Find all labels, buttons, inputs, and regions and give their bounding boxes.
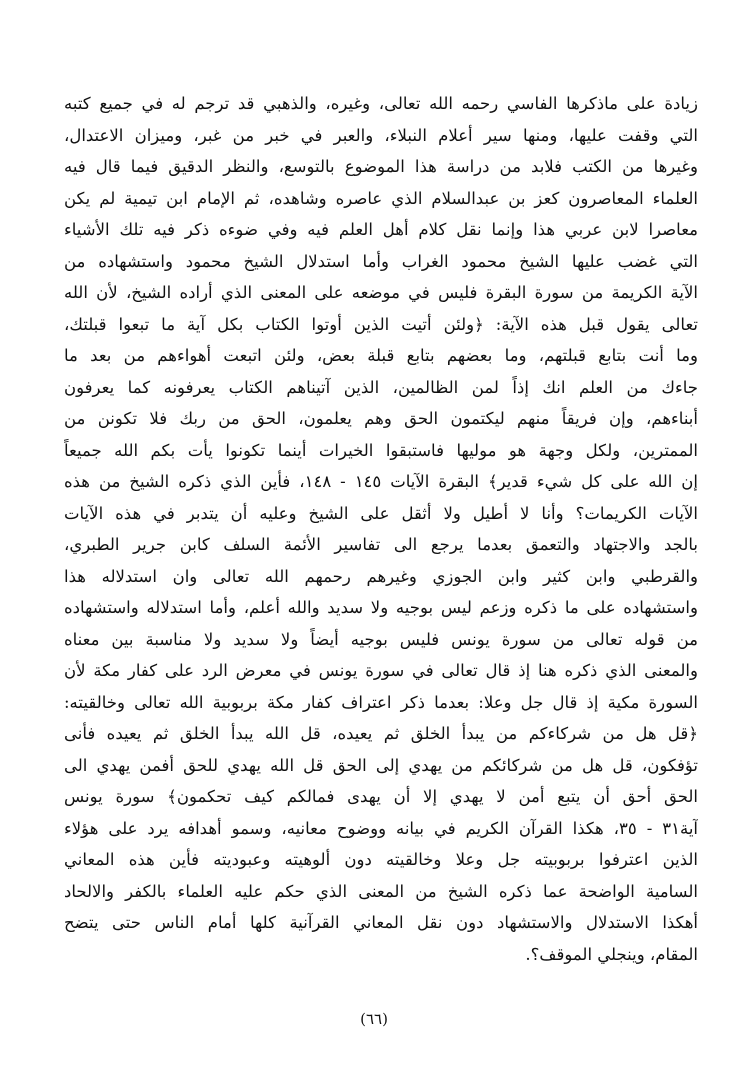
text-line: بالجد والاجتهاد والتعمق بعدما يرجع الى تفاسير الأئمة السلف كابن جرير الطبري، [64, 535, 698, 554]
text-line: أهكذا الاستدلال والاستشهاد دون نقل المعاني القرآنية كلها أمام الناس حتى يتضح [64, 913, 698, 932]
text-line: السورة مكية إذ قال جل وعلا: بعدما ذكر اعتراف كفار مكة بربوبية الله تعالى وخالقيته: [64, 692, 698, 712]
page-body [64, 88, 698, 988]
text-line: واستشهاده على ما ذكره وزعم ليس بوجيه ولا سديد والله أعلم، وأما استدلاله واستشهاده [64, 598, 698, 617]
text-line: الممترين، ولكل وجهة هو موليها فاستبقوا الخيرات أينما تكونوا يأت بكم الله جميعاً [64, 440, 698, 460]
text-line: التي وقفت عليها، ومنها سير أعلام النبلاء، والعبر في خبر من غبر، وميزان الاعتدال، [64, 125, 698, 145]
text-line: تعالى يقول قبل هذه الآية: ﴿ولئن أتيت الذين أوتوا الكتاب بكل آية ما تبعوا قبلتك، [64, 314, 698, 334]
text-line: التي غضب عليها الشيخ محمود الغراب وأما استدلال الشيخ محمود واستشهاده من [64, 251, 698, 271]
page-number: (٦٦) [360, 1010, 388, 1028]
text-line: الآيات الكريمات؟ وأنا لا أطيل ولا أثقل على الشيخ وعليه أن يتدبر في هذه الآيات [64, 503, 698, 523]
text-line: ﴿قل هل من شركاءكم من يبدأ الخلق ثم يعيده، قل الله يبدأ الخلق ثم يعيده فأنى [64, 724, 698, 743]
text-line: السامية الواضحة عما ذكره الشيخ من المعنى الذي حكم عليه العلماء بالكفر والالحاد [64, 881, 698, 901]
text-line: من قوله تعالى من سورة يونس فليس بوجيه أيضاً ولا سديد ولا مناسبة بين معناه [64, 629, 698, 649]
text-line: المقام، وينجلي الموقف؟. [525, 944, 698, 964]
text-line: الآية الكريمة من سورة البقرة فليس في موضعه على المعنى الذي أراده الشيخ، لأن الله [64, 283, 698, 302]
text-line: العلماء المعاصرون كعز بن عبدالسلام الذي عاصره وشاهده، ثم الإمام ابن تيمية لم يكن [64, 188, 698, 208]
text-line: والمعنى الذي ذكره هنا إذ قال تعالى في سورة يونس في معرض الرد على كفار مكة لأن [64, 661, 698, 680]
text-line: وما أنت بتابع قبلتهم، وما بعضهم بتابع قبلة بعض، ولئن اتبعت أهواءهم من بعد ما [64, 346, 698, 365]
text-line: أبناءهم، وإن فريقاً منهم ليكتمون الحق وهم يعلمون، الحق من ربك فلا تكونن من [64, 409, 698, 428]
text-line: جاءك من العلم انك إذاً لمن الظالمين، الذين آتيناهم الكتاب يعرفونه كما يعرفون [64, 377, 698, 397]
text-line: الحق أحق أن يتبع أمن لا يهدي إلا أن يهدى فمالكم كيف تحكمون﴾ سورة يونس [64, 787, 698, 806]
text-line: معاصرا لابن عربي هذا وإنما نقل كلام أهل العلم فيه وفي ضوءه ذكر فيه تلك الأشياء [64, 220, 698, 239]
text-line: زيادة على ماذكرها الفاسي رحمه الله تعالى، وغيره، والذهبي قد ترجم له في جميع كتبه [64, 94, 698, 113]
text-line: والقرطبي وابن كثير وابن الجوزي وغيرهم رحمهم الله تعالى وان استدلاله هذا [64, 566, 698, 586]
text-line: الذين اعترفوا بربوبيته جل وعلا وخالقيته دون ألوهيته وعبوديته فأين هذه المعاني [64, 850, 698, 869]
text-line: آية٣١ - ٣٥، هكذا القرآن الكريم في بيانه ووضوح معانيه، وسمو أهدافه يرد على هؤلاء [64, 818, 698, 838]
text-line: إن الله على كل شيء قدير﴾ البقرة الآيات ١٤٥ - ١٤٨، فأين الذي ذكره الشيخ من هذه [64, 472, 698, 491]
text-line: تؤفكون، قل هل من شركائكم من يهدي إلى الحق قل الله يهدي للحق أفمن يهدي الى [64, 755, 698, 775]
text-line: وغيرها من الكتب فلابد من دراسة هذا الموضوع بالتوسع، والنظر الدقيق فيما قال فيه [64, 157, 698, 176]
